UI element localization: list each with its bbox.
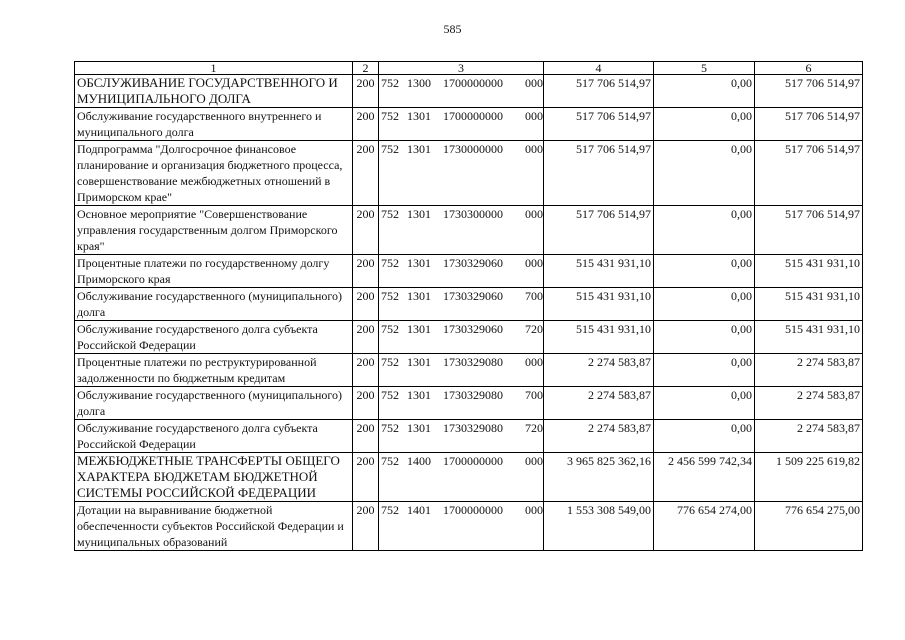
ministry-code: 752: [381, 322, 399, 336]
ministry-code: 752: [381, 388, 399, 402]
row-col5: 0,00: [654, 141, 755, 206]
row-col2: 200: [353, 502, 379, 551]
section-code: 1301: [407, 388, 431, 402]
target-code: 1700000000: [443, 109, 503, 123]
row-col5: 0,00: [654, 420, 755, 453]
section-code: 1301: [407, 207, 431, 221]
table-row: [75, 206, 863, 255]
ministry-code: 752: [381, 289, 399, 303]
row-col6: 2 274 583,87: [755, 387, 863, 420]
row-amount: 517 706 514,97: [544, 141, 654, 206]
section-code: 1301: [407, 355, 431, 369]
ministry-code: 752: [381, 421, 399, 435]
target-code: 1730329080: [443, 421, 503, 435]
kind-code: 700: [525, 289, 543, 303]
section-code: 1301: [407, 421, 431, 435]
target-code: 1700000000: [443, 503, 503, 517]
row-amount: 515 431 931,10: [544, 288, 654, 321]
row-col2: 200: [353, 255, 379, 288]
kind-code: 000: [525, 76, 543, 90]
row-col2: 200: [353, 321, 379, 354]
kind-code: 700: [525, 388, 543, 402]
kind-code: 000: [525, 109, 543, 123]
row-amount: 2 274 583,87: [544, 354, 654, 387]
section-code: 1301: [407, 322, 431, 336]
row-col5: 776 654 274,00: [654, 502, 755, 551]
ministry-code: 752: [381, 76, 399, 90]
row-col5: 0,00: [654, 206, 755, 255]
ministry-code: 752: [381, 109, 399, 123]
table-row: [75, 321, 863, 354]
row-amount: 517 706 514,97: [544, 75, 654, 108]
row-col5: 0,00: [654, 354, 755, 387]
row-amount: 517 706 514,97: [544, 108, 654, 141]
row-name: Обслуживание государственного внутреннего и муниципального долга: [75, 108, 353, 141]
kind-code: 000: [525, 256, 543, 270]
row-col6: 515 431 931,10: [755, 321, 863, 354]
row-col5: 0,00: [654, 288, 755, 321]
target-code: 1730329060: [443, 256, 503, 270]
row-amount: 2 274 583,87: [544, 420, 654, 453]
ministry-code: 752: [381, 256, 399, 270]
column-header-6: 6: [755, 62, 863, 75]
table-row: [75, 141, 863, 206]
row-name: Подпрограмма "Долгосрочное финансовое планирование и организация бюджетного процесса, совершенствование межбюджетных отношений в Приморском крае": [75, 141, 353, 206]
row-col2: 200: [353, 288, 379, 321]
kind-code: 000: [525, 142, 543, 156]
row-name: Основное мероприятие "Совершенствование управления государственным долгом Приморского края": [75, 206, 353, 255]
section-code: 1301: [407, 109, 431, 123]
row-amount: 2 274 583,87: [544, 387, 654, 420]
row-col6: 2 274 583,87: [755, 420, 863, 453]
kind-code: 720: [525, 322, 543, 336]
row-col6: 517 706 514,97: [755, 206, 863, 255]
row-code: [379, 75, 544, 108]
row-col5: 0,00: [654, 255, 755, 288]
page-number: 585: [443, 22, 462, 36]
section-code: 1400: [407, 454, 431, 468]
row-code: [379, 288, 544, 321]
section-code: 1401: [407, 503, 431, 517]
row-code: [379, 420, 544, 453]
row-name: Обслуживание государственного (муниципального) долга: [75, 288, 353, 321]
table-row: [75, 387, 863, 420]
row-code: [379, 354, 544, 387]
row-col2: 200: [353, 420, 379, 453]
target-code: 1730300000: [443, 207, 503, 221]
row-col6: 517 706 514,97: [755, 108, 863, 141]
row-name: Дотации на выравнивание бюджетной обеспеченности субъектов Российской Федерации и муниципальных образований: [75, 502, 353, 551]
budget-table: [74, 61, 863, 551]
row-col6: 515 431 931,10: [755, 255, 863, 288]
row-name: ОБСЛУЖИВАНИЕ ГОСУДАРСТВЕННОГО И МУНИЦИПАЛЬНОГО ДОЛГА: [75, 75, 353, 108]
column-header-1: 1: [75, 62, 353, 75]
row-code: [379, 141, 544, 206]
row-col6: 1 509 225 619,82: [755, 453, 863, 502]
section-code: 1301: [407, 289, 431, 303]
row-name: МЕЖБЮДЖЕТНЫЕ ТРАНСФЕРТЫ ОБЩЕГО ХАРАКТЕРА БЮДЖЕТАМ БЮДЖЕТНОЙ СИСТЕМЫ РОССИЙСКОЙ ФЕДЕРАЦИИ: [75, 453, 353, 502]
table-header-row: [75, 62, 863, 75]
target-code: 1700000000: [443, 454, 503, 468]
ministry-code: 752: [381, 142, 399, 156]
row-col5: 2 456 599 742,34: [654, 453, 755, 502]
table-row: [75, 255, 863, 288]
row-col2: 200: [353, 141, 379, 206]
table-row: [75, 453, 863, 502]
row-col6: 776 654 275,00: [755, 502, 863, 551]
column-header-5: 5: [654, 62, 755, 75]
kind-code: 720: [525, 421, 543, 435]
row-name: Обслуживание государственого долга субъекта Российской Федерации: [75, 420, 353, 453]
row-col2: 200: [353, 453, 379, 502]
row-amount: 517 706 514,97: [544, 206, 654, 255]
row-name: Обслуживание государственого долга субъекта Российской Федерации: [75, 321, 353, 354]
row-amount: 1 553 308 549,00: [544, 502, 654, 551]
kind-code: 000: [525, 207, 543, 221]
row-col6: 517 706 514,97: [755, 141, 863, 206]
row-col2: 200: [353, 75, 379, 108]
row-amount: 515 431 931,10: [544, 255, 654, 288]
table-row: [75, 75, 863, 108]
ministry-code: 752: [381, 355, 399, 369]
row-code: [379, 453, 544, 502]
target-code: 1730329060: [443, 289, 503, 303]
ministry-code: 752: [381, 207, 399, 221]
ministry-code: 752: [381, 454, 399, 468]
row-code: [379, 108, 544, 141]
kind-code: 000: [525, 355, 543, 369]
row-name: Процентные платежи по государственному долгу Приморского края: [75, 255, 353, 288]
row-code: [379, 255, 544, 288]
table-row: [75, 502, 863, 551]
table-row: [75, 420, 863, 453]
row-code: [379, 206, 544, 255]
column-header-3: 3: [379, 62, 544, 75]
row-code: [379, 321, 544, 354]
row-code: [379, 387, 544, 420]
section-code: 1300: [407, 76, 431, 90]
column-header-4: 4: [544, 62, 654, 75]
target-code: 1730329080: [443, 388, 503, 402]
row-col5: 0,00: [654, 321, 755, 354]
row-name: Обслуживание государственного (муниципального) долга: [75, 387, 353, 420]
table-row: [75, 108, 863, 141]
row-col5: 0,00: [654, 75, 755, 108]
row-col5: 0,00: [654, 108, 755, 141]
section-code: 1301: [407, 142, 431, 156]
row-col2: 200: [353, 354, 379, 387]
ministry-code: 752: [381, 503, 399, 517]
table-row: [75, 354, 863, 387]
target-code: 1700000000: [443, 76, 503, 90]
section-code: 1301: [407, 256, 431, 270]
target-code: 1730000000: [443, 142, 503, 156]
row-col2: 200: [353, 108, 379, 141]
row-col2: 200: [353, 206, 379, 255]
row-code: [379, 502, 544, 551]
row-col6: 517 706 514,97: [755, 75, 863, 108]
row-col2: 200: [353, 387, 379, 420]
target-code: 1730329080: [443, 355, 503, 369]
row-col5: 0,00: [654, 387, 755, 420]
row-amount: 3 965 825 362,16: [544, 453, 654, 502]
column-header-2: 2: [353, 62, 379, 75]
row-name: Процентные платежи по реструктурированной задолженности по бюджетным кредитам: [75, 354, 353, 387]
row-amount: 515 431 931,10: [544, 321, 654, 354]
kind-code: 000: [525, 454, 543, 468]
target-code: 1730329060: [443, 322, 503, 336]
row-col6: 2 274 583,87: [755, 354, 863, 387]
row-col6: 515 431 931,10: [755, 288, 863, 321]
kind-code: 000: [525, 503, 543, 517]
table-row: [75, 288, 863, 321]
